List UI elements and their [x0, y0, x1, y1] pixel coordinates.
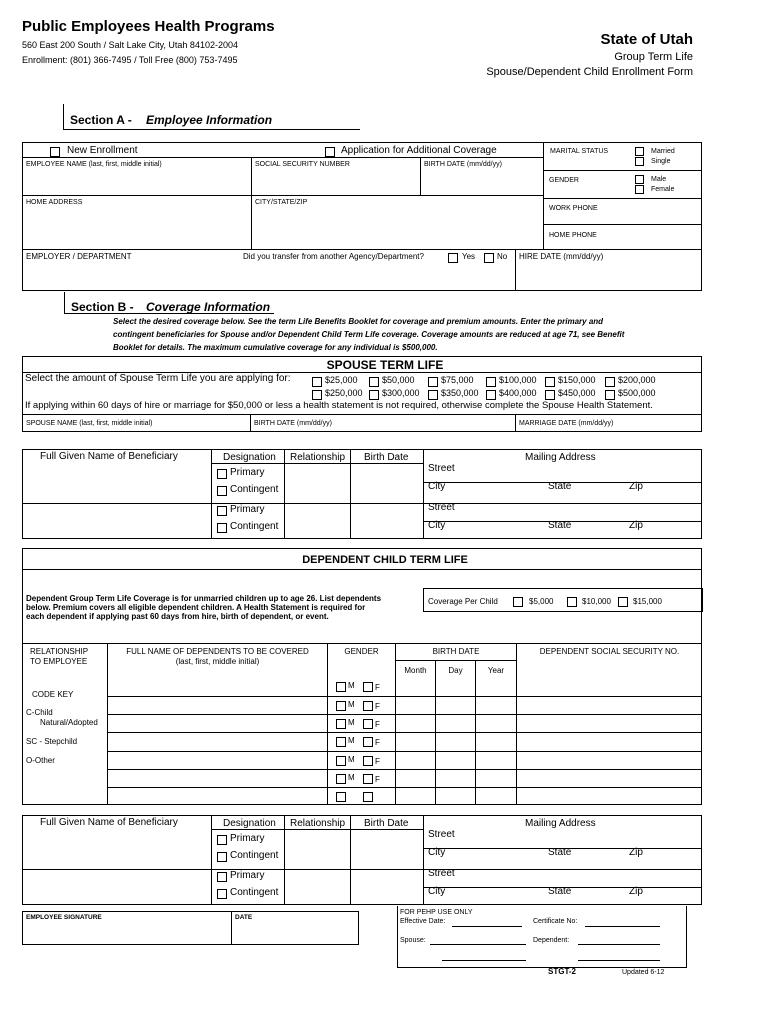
dep-female-checkbox[interactable] — [363, 701, 373, 711]
beneficiary-relationship-header: Relationship — [290, 818, 346, 829]
signature-date-label: DATE — [235, 914, 253, 921]
child-10000-checkbox[interactable] — [567, 597, 577, 607]
state-label: State — [548, 481, 572, 492]
dep-f-label: F — [375, 775, 380, 784]
primary-label: Primary — [230, 833, 265, 844]
primary-checkbox[interactable] — [217, 469, 227, 479]
dep-male-checkbox[interactable] — [336, 737, 346, 747]
dep-m-label: M — [348, 736, 355, 745]
single-checkbox[interactable] — [635, 157, 644, 166]
dep-f-label: F — [375, 757, 380, 766]
dependent-heading: DEPENDENT CHILD TERM LIFE — [302, 554, 468, 566]
pehp-use-label: FOR PEHP USE ONLY — [400, 909, 473, 916]
dep-m-label: M — [348, 773, 355, 782]
transfer-no-label: No — [497, 252, 508, 261]
zip-label: Zip — [629, 481, 643, 492]
spouse-amount-checkbox[interactable] — [545, 390, 555, 400]
dep-year-header: Year — [487, 666, 505, 675]
street-label: Street — [428, 868, 455, 879]
marriage-date-label: MARRIAGE DATE (mm/dd/yy) — [519, 420, 614, 427]
state-label: State — [548, 520, 572, 531]
spouse-amount-label: $25,000 — [325, 375, 358, 385]
contingent-label: Contingent — [230, 887, 279, 898]
contingent-label: Contingent — [230, 850, 279, 861]
spouse-amount-checkbox[interactable] — [369, 390, 379, 400]
spouse-amount-checkbox[interactable] — [605, 390, 615, 400]
beneficiary-birthdate-header: Birth Date — [364, 452, 409, 463]
dep-day-header: Day — [448, 666, 463, 675]
org-name: Public Employees Health Programs — [22, 18, 275, 35]
dep-f-label: F — [375, 702, 380, 711]
code-stepchild: SC - Stepchild — [26, 737, 78, 746]
section-a-label: Section A - — [70, 113, 132, 127]
employee-ssn-label: SOCIAL SECURITY NUMBER — [255, 161, 350, 168]
spouse-amount-label: $50,000 — [382, 375, 415, 385]
primary-checkbox[interactable] — [217, 506, 227, 516]
dep-m-label: M — [348, 718, 355, 727]
contingent-label: Contingent — [230, 484, 279, 495]
child-15000-label: $15,000 — [633, 597, 662, 606]
transfer-no-checkbox[interactable] — [484, 253, 494, 263]
dep-female-checkbox[interactable] — [363, 737, 373, 747]
contingent-label: Contingent — [230, 521, 279, 532]
city-state-zip-label: CITY/STATE/ZIP — [255, 199, 308, 206]
beneficiary-mailing-header: Mailing Address — [525, 818, 596, 829]
work-phone-label: WORK PHONE — [549, 205, 598, 212]
dep-m-label: M — [348, 681, 355, 690]
spouse-amount-label: $75,000 — [441, 375, 474, 385]
additional-coverage-label: Application for Additional Coverage — [341, 145, 497, 156]
state-label: State — [548, 847, 572, 858]
street-label: Street — [428, 502, 455, 513]
dep-male-checkbox[interactable] — [336, 774, 346, 784]
city-label: City — [428, 481, 446, 492]
dep-f-label: F — [375, 683, 380, 692]
coverage-per-child-label: Coverage Per Child — [428, 597, 498, 606]
spouse-amount-label: $450,000 — [558, 388, 596, 398]
dep-month-header: Month — [404, 666, 427, 675]
male-label: Male — [651, 176, 667, 183]
beneficiary-designation-header: Designation — [223, 452, 276, 463]
dep-male-checkbox[interactable] — [336, 701, 346, 711]
hire-date-label: HIRE DATE (mm/dd/yy) — [519, 252, 604, 261]
dep-ssn-header: DEPENDENT SOCIAL SECURITY NO. — [539, 647, 680, 656]
org-enrollment-phone: Enrollment: (801) 366-7495 / Toll Free (800) 753-7495 — [22, 55, 238, 65]
spouse-amount-checkbox[interactable] — [605, 377, 615, 387]
employee-birth-date-label: BIRTH DATE (mm/dd/yy) — [424, 161, 502, 168]
state-label: State — [548, 886, 572, 897]
dep-female-checkbox[interactable] — [363, 719, 373, 729]
city-label: City — [428, 847, 446, 858]
spouse-amount-label: $250,000 — [325, 388, 363, 398]
spouse-heading: SPOUSE TERM LIFE — [326, 358, 444, 372]
transfer-yes-checkbox[interactable] — [448, 253, 458, 263]
form-title-1: Group Term Life — [614, 51, 693, 63]
street-label: Street — [428, 463, 455, 474]
child-5000-label: $5,000 — [529, 597, 554, 606]
married-checkbox[interactable] — [635, 147, 644, 156]
dep-male-checkbox[interactable] — [336, 792, 346, 802]
city-label: City — [428, 520, 446, 531]
dependent-desc-2: below. Premium covers all eligible dependent children. A Health Statement is required for — [26, 603, 366, 612]
spouse-amount-checkbox[interactable] — [428, 377, 438, 387]
dep-m-label: M — [348, 755, 355, 764]
spouse-amount-checkbox[interactable] — [545, 377, 555, 387]
dep-female-checkbox[interactable] — [363, 792, 373, 802]
single-label: Single — [651, 158, 671, 165]
child-10000-label: $10,000 — [582, 597, 611, 606]
spouse-amount-checkbox[interactable] — [428, 390, 438, 400]
spouse-amount-label: $350,000 — [441, 388, 479, 398]
certificate-label: Certificate No: — [533, 918, 578, 925]
home-address-label: HOME ADDRESS — [26, 199, 83, 206]
home-phone-label: HOME PHONE — [549, 232, 597, 239]
spouse-amount-label: $200,000 — [618, 375, 656, 385]
spouse-amount-label: $500,000 — [618, 388, 656, 398]
dependent-desc-1: Dependent Group Term Life Coverage is for unmarried children up to age 26. List dependents — [26, 594, 382, 603]
gender-label: GENDER — [549, 177, 579, 184]
dep-male-checkbox[interactable] — [336, 756, 346, 766]
spouse-amount-checkbox[interactable] — [369, 377, 379, 387]
dep-male-checkbox[interactable] — [336, 719, 346, 729]
dep-name-header-2: (last, first, middle initial) — [175, 657, 260, 666]
pehp-spouse-label: Spouse: — [400, 937, 426, 944]
street-label: Street — [428, 829, 455, 840]
dep-female-checkbox[interactable] — [363, 774, 373, 784]
code-other: O-Other — [26, 756, 55, 765]
code-natural: Natural/Adopted — [40, 718, 98, 727]
dep-gender-header: GENDER — [344, 647, 379, 656]
contingent-checkbox[interactable] — [217, 486, 227, 496]
code-child: C-Child — [26, 708, 53, 717]
spouse-birth-date-label: BIRTH DATE (mm/dd/yy) — [254, 420, 332, 427]
state-title: State of Utah — [600, 31, 693, 48]
section-a-bracket — [63, 104, 64, 130]
married-label: Married — [651, 148, 675, 155]
pehp-dependent-label: Dependent: — [533, 937, 570, 944]
city-label: City — [428, 886, 446, 897]
primary-label: Primary — [230, 504, 265, 515]
spouse-amount-checkbox[interactable] — [486, 390, 496, 400]
spouse-health-note: If applying within 60 days of hire or marriage for $50,000 or less a health statement is not required, otherwise complete the Spouse Health Statement. — [25, 400, 653, 411]
code-key-label: CODE KEY — [32, 690, 74, 699]
spouse-amount-checkbox[interactable] — [312, 390, 322, 400]
spouse-name-label: SPOUSE NAME (last, first, middle initial) — [26, 420, 153, 427]
spouse-amount-label: $400,000 — [499, 388, 537, 398]
org-address: 560 East 200 South / Salt Lake City, Utah 84102-2004 — [22, 40, 238, 50]
dependent-box — [22, 548, 702, 805]
beneficiary-mailing-header: Mailing Address — [525, 452, 596, 463]
beneficiary-birthdate-header: Birth Date — [364, 818, 409, 829]
dep-f-label: F — [375, 720, 380, 729]
dep-male-checkbox[interactable] — [336, 682, 346, 692]
dep-birth-date-header: BIRTH DATE — [432, 647, 480, 656]
child-5000-checkbox[interactable] — [513, 597, 523, 607]
spouse-amount-label: $100,000 — [499, 375, 537, 385]
beneficiary-name-header: Full Given Name of Beneficiary — [40, 451, 178, 462]
additional-coverage-checkbox[interactable] — [325, 147, 335, 157]
new-enrollment-label: New Enrollment — [67, 145, 138, 156]
form-code: STGT-2 — [548, 967, 577, 976]
section-a-title: Employee Information — [146, 113, 273, 127]
spouse-amount-label: $150,000 — [558, 375, 596, 385]
updated-label: Updated 6-12 — [622, 969, 665, 976]
form-title-2: Spouse/Dependent Child Enrollment Form — [486, 66, 693, 78]
employee-name-label: EMPLOYEE NAME (last, first, middle initial) — [26, 161, 162, 168]
dep-f-label: F — [375, 738, 380, 747]
dep-m-label: M — [348, 700, 355, 709]
dep-female-checkbox[interactable] — [363, 756, 373, 766]
zip-label: Zip — [629, 886, 643, 897]
marital-status-label: MARITAL STATUS — [550, 148, 609, 155]
beneficiary-name-header: Full Given Name of Beneficiary — [40, 817, 178, 828]
dep-female-checkbox[interactable] — [363, 682, 373, 692]
primary-checkbox[interactable] — [217, 872, 227, 882]
transfer-question: Did you transfer from another Agency/Department? — [243, 252, 424, 261]
employer-label: EMPLOYER / DEPARTMENT — [26, 252, 132, 261]
section-b-label: Section B - — [71, 300, 134, 314]
zip-label: Zip — [629, 847, 643, 858]
zip-label: Zip — [629, 520, 643, 531]
beneficiary-designation-header: Designation — [223, 818, 276, 829]
coverage-instructions-1: Select the desired coverage below. See the term Life Benefits Booklet for coverage and premium amounts. Enter the primary and — [113, 317, 604, 326]
dep-rel-header-2: TO EMPLOYEE — [30, 657, 88, 666]
child-15000-checkbox[interactable] — [618, 597, 628, 607]
new-enrollment-checkbox[interactable] — [50, 147, 60, 157]
primary-checkbox[interactable] — [217, 835, 227, 845]
primary-label: Primary — [230, 870, 265, 881]
spouse-amount-label: $300,000 — [382, 388, 420, 398]
coverage-instructions-2: contingent beneficiaries for Spouse and/or Dependent Child Term Life coverage. Coverage amounts are reduced at age 71, see Benefit — [113, 330, 625, 339]
contingent-checkbox[interactable] — [217, 523, 227, 533]
dep-rel-header-1: RELATIONSHIP — [30, 647, 89, 656]
contingent-checkbox[interactable] — [217, 889, 227, 899]
female-label: Female — [651, 186, 675, 193]
coverage-instructions-3: Booklet for details. The maximum cumulative coverage for any individual is $500,000. — [113, 343, 438, 352]
dep-name-header-1: FULL NAME OF DEPENDENTS TO BE COVERED — [126, 647, 309, 656]
spouse-amount-checkbox[interactable] — [312, 377, 322, 387]
effective-date-label: Effective Date: — [400, 918, 446, 925]
spouse-amount-checkbox[interactable] — [486, 377, 496, 387]
beneficiary-relationship-header: Relationship — [290, 452, 346, 463]
male-checkbox[interactable] — [635, 175, 644, 184]
employee-signature-label: EMPLOYEE SIGNATURE — [26, 914, 102, 921]
section-b-title: Coverage Information — [146, 300, 271, 314]
dependent-desc-3: each dependent if applying past 60 days from hire, birth of dependent, or event. — [26, 612, 329, 621]
transfer-yes-label: Yes — [462, 252, 476, 261]
contingent-checkbox[interactable] — [217, 852, 227, 862]
female-checkbox[interactable] — [635, 185, 644, 194]
spouse-select-label: Select the amount of Spouse Term Life you are applying for: — [25, 373, 291, 384]
section-a-underline — [63, 129, 360, 130]
primary-label: Primary — [230, 467, 265, 478]
